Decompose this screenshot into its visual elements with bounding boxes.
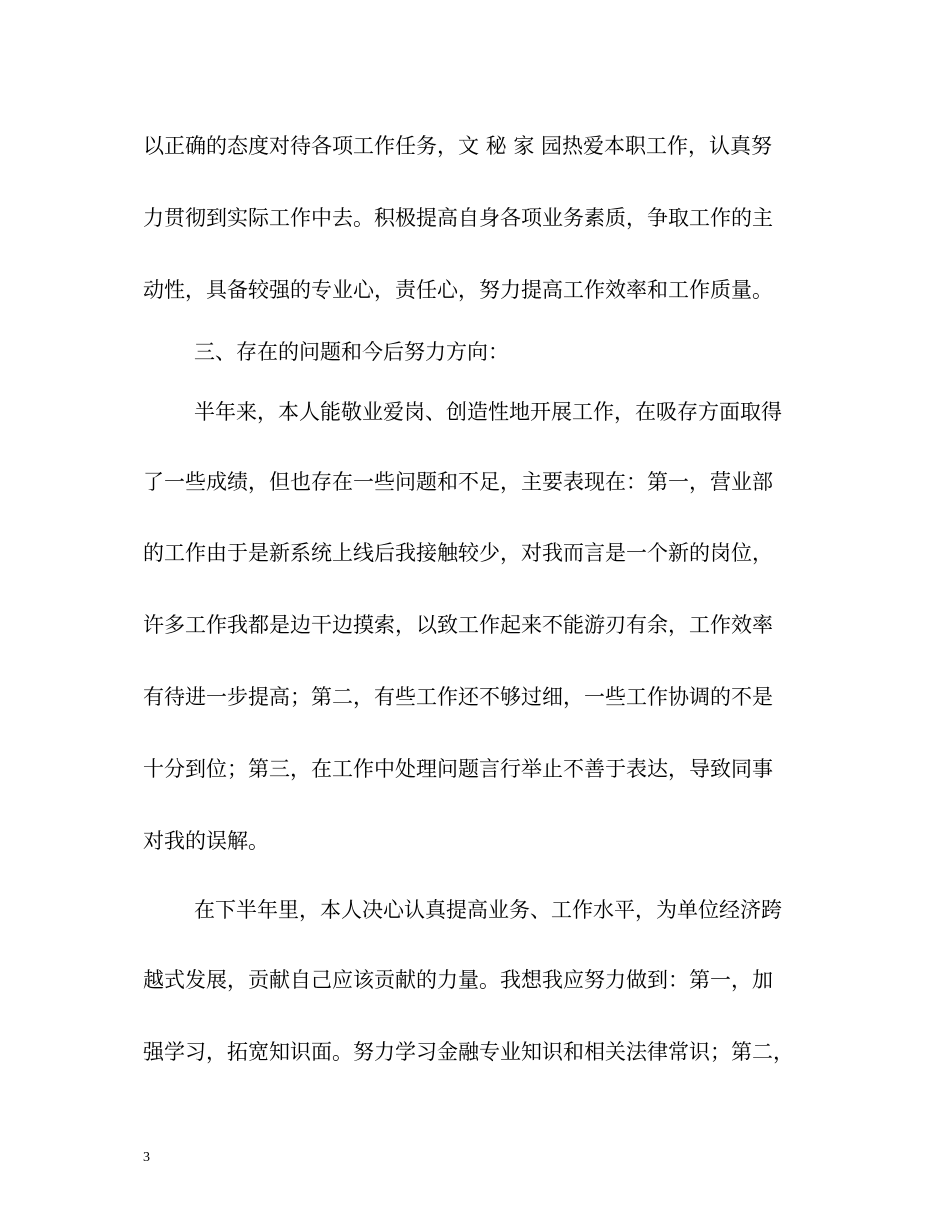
text-line-10: 十分到位；第三，在工作中处理问题言行举止不善于表达，导致同事 bbox=[143, 757, 773, 781]
text-line-5: 半年来，本人能敬业爱岗、创造性地开展工作，在吸存方面取得 bbox=[194, 400, 782, 424]
page-number: 3 bbox=[143, 1150, 150, 1165]
text-line-9: 有待进一步提高；第二，有些工作还不够过细，一些工作协调的不是 bbox=[143, 685, 773, 709]
text-line-2: 力贯彻到实际工作中去。积极提高自身各项业务素质，争取工作的主 bbox=[143, 206, 773, 230]
section-heading: 三、存在的问题和今后努力方向： bbox=[194, 340, 509, 364]
text-line-6: 了一些成绩，但也存在一些问题和不足，主要表现在：第一，营业部 bbox=[143, 470, 773, 494]
text-line-1: 以正确的态度对待各项工作任务，文 秘 家 园热爱本职工作，认真努 bbox=[143, 134, 773, 158]
text-line-3: 动性，具备较强的专业心，责任心，努力提高工作效率和工作质量。 bbox=[143, 278, 773, 302]
text-line-7: 的工作由于是新系统上线后我接触较少，对我而言是一个新的岗位， bbox=[143, 541, 773, 565]
text-line-14: 强学习，拓宽知识面。努力学习金融专业知识和相关法律常识；第二， bbox=[143, 1040, 794, 1064]
text-line-8: 许多工作我都是边干边摸索，以致工作起来不能游刃有余，工作效率 bbox=[143, 613, 773, 637]
text-line-12: 在下半年里，本人决心认真提高业务、工作水平，为单位经济跨 bbox=[194, 898, 782, 922]
text-line-13: 越式发展，贡献自己应该贡献的力量。我想我应努力做到：第一，加 bbox=[143, 968, 773, 992]
text-line-11: 对我的误解。 bbox=[143, 829, 269, 853]
